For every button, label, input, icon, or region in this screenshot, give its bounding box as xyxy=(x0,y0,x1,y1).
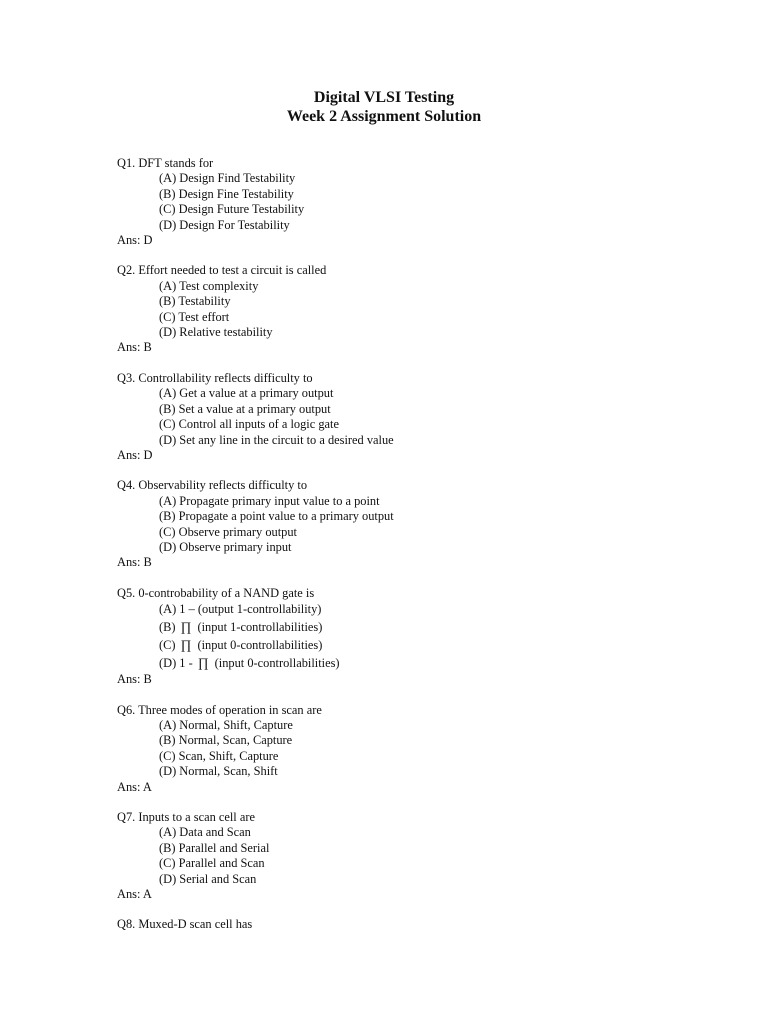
product-symbol-icon: ∏ xyxy=(180,637,192,653)
option-d: (D) Relative testability xyxy=(159,325,273,340)
option-c: (C) Parallel and Scan xyxy=(159,856,265,871)
question-1 xyxy=(117,156,677,248)
option-a: (A) Design Find Testability xyxy=(159,171,296,186)
option-suffix: (input 1-controllabilities) xyxy=(197,620,323,635)
product-symbol-icon: ∏ xyxy=(197,655,209,671)
option-b: (B) Parallel and Serial xyxy=(159,840,270,855)
option-b: (B) Testability xyxy=(159,294,231,309)
product-symbol-icon: ∏ xyxy=(180,619,192,635)
option-prefix: (C) xyxy=(159,638,176,653)
option-a: (A) Get a value at a primary output xyxy=(159,386,334,401)
question-2 xyxy=(117,263,677,355)
question-text: Q6. Three modes of operation in scan are xyxy=(117,702,322,717)
option-c: (C) Control all inputs of a logic gate xyxy=(159,417,339,432)
question-6 xyxy=(117,703,677,795)
title-block xyxy=(0,88,768,126)
option-suffix: (input 0-controllabilities) xyxy=(214,656,340,671)
option-d: (D) Design For Testability xyxy=(159,217,290,232)
option-b: (B) Normal, Scan, Capture xyxy=(159,733,293,748)
document-title: Digital VLSI Testing xyxy=(313,89,455,106)
option-a: (A) Propagate primary input value to a point xyxy=(159,493,380,508)
option-prefix: (A) 1 – (output 1-controllability) xyxy=(159,602,322,617)
question-8 xyxy=(117,917,677,932)
option-prefix: (D) 1 - xyxy=(159,656,193,671)
answer: Ans: A xyxy=(117,779,152,794)
question-3 xyxy=(117,371,677,463)
answer: Ans: B xyxy=(117,555,152,570)
option-d xyxy=(117,654,677,672)
answer: Ans: D xyxy=(117,233,153,248)
option-b: (B) Set a value at a primary output xyxy=(159,401,331,416)
answer: Ans: B xyxy=(117,340,152,355)
question-5 xyxy=(117,586,677,688)
document-subtitle: Week 2 Assignment Solution xyxy=(286,108,482,125)
option-c: (C) Scan, Shift, Capture xyxy=(159,748,279,763)
option-b: (B) Propagate a point value to a primary output xyxy=(159,509,394,524)
option-d: (D) Set any line in the circuit to a desired value xyxy=(159,432,394,447)
question-7 xyxy=(117,810,677,902)
option-a xyxy=(117,601,677,618)
option-d: (D) Serial and Scan xyxy=(159,871,257,886)
option-a: (A) Data and Scan xyxy=(159,825,251,840)
question-text: Q3. Controllability reflects difficulty to xyxy=(117,370,313,385)
option-suffix: (input 0-controllabilities) xyxy=(197,638,323,653)
answer: Ans: A xyxy=(117,887,152,902)
question-text: Q8. Muxed-D scan cell has xyxy=(117,917,253,932)
option-a: (A) Test complexity xyxy=(159,278,259,293)
question-text: Q2. Effort needed to test a circuit is called xyxy=(117,263,327,278)
option-prefix: (B) xyxy=(159,620,176,635)
question-text: Q1. DFT stands for xyxy=(117,156,214,170)
option-d: (D) Normal, Scan, Shift xyxy=(159,764,278,779)
option-b xyxy=(117,618,677,636)
option-d: (D) Observe primary input xyxy=(159,539,292,554)
option-c: (C) Design Future Testability xyxy=(159,202,305,217)
question-4 xyxy=(117,478,677,570)
option-b: (B) Design Fine Testability xyxy=(159,186,294,201)
question-text: Q4. Observability reflects difficulty to xyxy=(117,478,308,493)
option-a: (A) Normal, Shift, Capture xyxy=(159,717,293,732)
question-text: Q7. Inputs to a scan cell are xyxy=(117,810,255,824)
option-c: (C) Observe primary output xyxy=(159,524,297,539)
question-list xyxy=(117,156,677,948)
option-c xyxy=(117,636,677,654)
option-c: (C) Test effort xyxy=(159,309,230,324)
answer: Ans: D xyxy=(117,447,153,462)
answer: Ans: B xyxy=(117,672,152,687)
question-text: Q5. 0-controbability of a NAND gate is xyxy=(117,585,315,600)
